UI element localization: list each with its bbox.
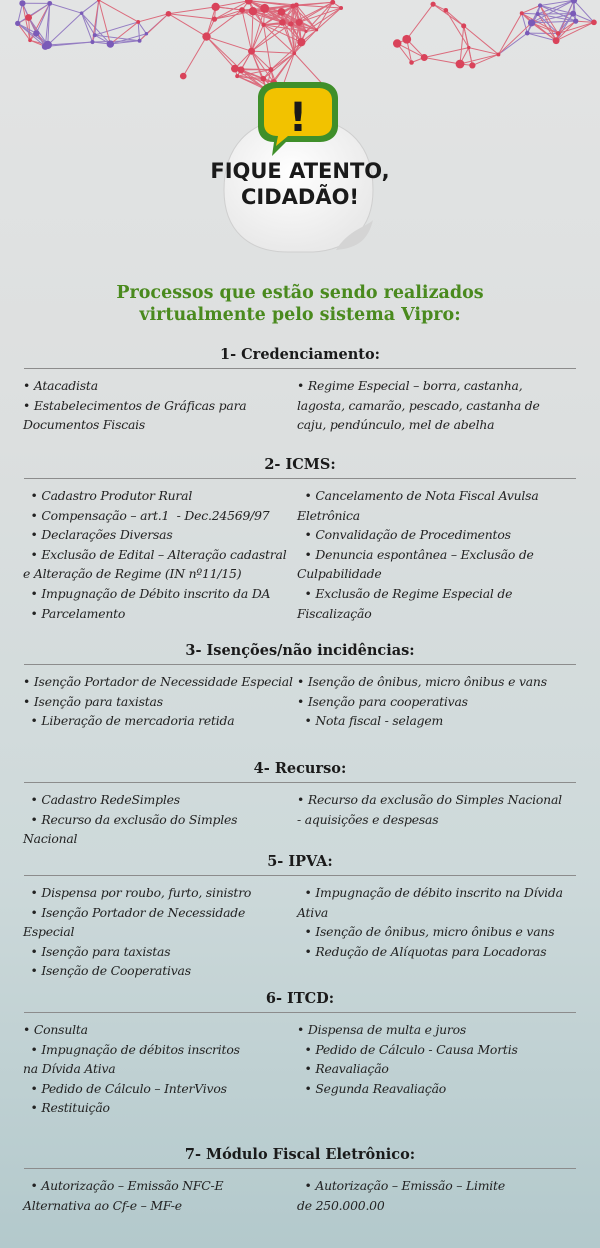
network-link — [48, 13, 82, 45]
network-node — [15, 21, 20, 26]
list-item: • Estabelecimentos de Gráficas para — [23, 397, 247, 413]
section-isencoes — [0, 642, 600, 729]
list-item: Eletrônica — [297, 507, 360, 523]
network-link — [242, 10, 252, 51]
section-title: 2- ICMS: — [264, 456, 336, 473]
network-link — [317, 8, 341, 30]
list-item: Ativa — [297, 904, 329, 920]
network-node — [573, 18, 578, 23]
list-item: de 250.000.00 — [297, 1197, 385, 1213]
section-recurso — [0, 760, 600, 847]
network-link — [433, 4, 464, 26]
section-credenciamento — [0, 346, 600, 433]
network-node — [290, 4, 295, 9]
intro-line-2: virtualmente pelo sistema Vipro: — [139, 305, 461, 325]
section-title: 1- Credenciamento: — [219, 346, 381, 363]
list-item: Documentos Fiscais — [23, 417, 146, 433]
network-link — [207, 37, 242, 70]
section-divider — [24, 1012, 576, 1013]
network-node — [180, 73, 187, 80]
network-node — [93, 33, 97, 37]
section-divider — [24, 782, 576, 783]
left-column — [23, 486, 293, 623]
network-link — [138, 22, 139, 41]
network-link — [306, 8, 341, 31]
list-item: • Autorização – Emissão NFC-E — [23, 1178, 224, 1193]
list-item: • Denuncia espontânea – Exclusão de — [297, 546, 534, 562]
right-column — [297, 672, 587, 731]
section-divider — [24, 368, 576, 369]
list-item: • Dispensa de multa e juros — [297, 1022, 467, 1037]
right-column — [297, 1020, 587, 1098]
list-item: • Cadastro RedeSimples — [23, 792, 180, 807]
list-item: • Isenção para taxistas — [23, 943, 171, 959]
list-item: • Dispensa por roubo, furto, sinistro — [23, 885, 252, 900]
headline — [0, 158, 600, 210]
network-link — [264, 25, 271, 70]
network-node — [107, 40, 114, 47]
list-item: • Recurso da exclusão do Simples Nacional — [23, 811, 242, 847]
list-item: • Exclusão de Regime Especial de Fiscalização — [297, 585, 517, 621]
list-item: • Declarações Diversas — [23, 527, 173, 543]
network-node — [591, 20, 597, 26]
network-node — [409, 60, 414, 65]
network-node — [288, 21, 293, 26]
list-item: • Isenção de ônibus, micro ônibus e vans — [297, 924, 555, 940]
list-item: • Impugnação de Débito inscrito da DA — [23, 585, 271, 601]
intro-line-1: Processos que estão sendo realizados — [116, 283, 484, 303]
list-item: • Pedido de Cálculo – InterVivos — [23, 1080, 227, 1096]
network-node — [235, 74, 239, 78]
network-node — [212, 16, 217, 21]
network-link — [168, 7, 215, 14]
network-link — [424, 48, 469, 58]
network-node — [304, 30, 307, 33]
list-item: • Convalidação de Procedimentos — [297, 527, 511, 543]
list-item: Alternativa ao Cf-e – MF-e — [23, 1197, 182, 1213]
network-node — [430, 2, 435, 7]
section-itcd — [0, 990, 600, 1116]
network-node — [212, 3, 220, 11]
network-link — [498, 13, 521, 54]
network-link — [498, 33, 527, 54]
network-node — [238, 66, 245, 73]
list-item: • Cancelamento de Nota Fiscal Avulsa — [297, 488, 539, 503]
network-node — [166, 11, 172, 17]
list-item: • Atacadista — [23, 378, 98, 393]
network-node — [145, 32, 148, 35]
section-divider — [24, 664, 576, 665]
list-item: • Liberação de mercadoria retida — [23, 713, 235, 729]
network-node — [570, 11, 576, 17]
list-item: • Exclusão de Edital – Alteração cadastral — [23, 546, 287, 562]
list-item: • Regime Especial – borra, castanha, — [297, 378, 523, 393]
network-node — [292, 51, 296, 55]
section-divider — [24, 478, 576, 479]
list-item: • Compensação – art.1 - Dec.24569/97 — [23, 507, 270, 523]
list-item: • Autorização – Emissão – Limite — [297, 1178, 505, 1193]
left-column — [23, 672, 293, 731]
network-node — [339, 6, 343, 10]
network-node — [136, 20, 140, 24]
network-node — [461, 23, 466, 28]
network-node — [520, 11, 524, 15]
network-node — [456, 60, 465, 69]
list-item: • Impugnação de débito inscrito na Dívida — [297, 885, 563, 900]
list-item: • Impugnação de débitos inscritos — [23, 1041, 240, 1057]
network-link — [271, 53, 294, 69]
list-item: • Consulta — [23, 1022, 88, 1037]
exclamation-mark: ! — [288, 95, 308, 141]
network-node — [90, 40, 94, 44]
list-item: • Isenção de Cooperativas — [23, 963, 191, 979]
section-icms — [0, 456, 600, 621]
network-node — [42, 43, 49, 50]
list-item: • Isenção de ônibus, micro ônibus e vans — [297, 674, 547, 689]
list-item: • Recurso da exclusão do Simples Nacional — [297, 792, 562, 807]
network-node — [297, 38, 305, 46]
left-column — [23, 1176, 293, 1215]
list-item: • Segunda Reavaliação — [297, 1080, 447, 1096]
network-node — [202, 32, 210, 40]
list-item: lagosta, camarão, pescado, castanha de — [297, 397, 540, 413]
network-link — [296, 5, 341, 8]
network-node — [239, 7, 245, 13]
list-item: na Dívida Ativa — [23, 1061, 116, 1077]
network-node — [47, 1, 52, 6]
intro-text — [0, 282, 600, 326]
network-node — [528, 19, 535, 26]
network-node — [469, 62, 475, 68]
section-title: 7- Módulo Fiscal Eletrônico: — [184, 1146, 416, 1163]
network-link — [82, 13, 93, 42]
section-divider — [24, 875, 576, 876]
network-node — [279, 19, 286, 26]
network-node — [248, 48, 255, 55]
section-divider — [24, 1168, 576, 1169]
network-link — [82, 0, 99, 13]
list-item: • Reavaliação — [297, 1061, 389, 1077]
network-link — [99, 0, 138, 22]
list-item: • Restituição — [23, 1100, 110, 1116]
list-item: • Isenção Portador de Necessidade Especial — [23, 904, 249, 940]
network-node — [444, 8, 449, 13]
section-title: 6- ITCD: — [265, 990, 335, 1007]
network-node — [33, 30, 39, 36]
section-ipva — [0, 853, 600, 979]
list-item: • Isenção para taxistas — [23, 693, 163, 709]
network-node — [315, 28, 318, 31]
network-node — [467, 46, 470, 49]
headline-line-1: FIQUE ATENTO, — [210, 159, 390, 183]
network-node — [393, 39, 401, 47]
list-item: • Isenção Portador de Necessidade Especial — [23, 674, 293, 689]
network-link — [522, 13, 538, 14]
list-item: Culpabilidade — [297, 566, 382, 582]
network-link — [216, 7, 253, 11]
headline-line-2: CIDADÃO! — [240, 185, 360, 209]
section-modulo-fiscal — [0, 1146, 600, 1213]
network-node — [525, 31, 530, 36]
list-item: • Parcelamento — [23, 605, 126, 621]
network-link — [498, 23, 531, 55]
right-column — [297, 376, 587, 435]
right-column — [297, 790, 587, 829]
network-node — [260, 4, 269, 13]
list-item: • Redução de Alíquotas para Locadoras — [297, 943, 547, 959]
network-link — [407, 4, 433, 39]
list-item: - aquisições e despesas — [297, 811, 439, 827]
network-node — [261, 23, 265, 27]
network-node — [330, 0, 335, 5]
section-title: 5- IPVA: — [267, 853, 333, 870]
network-link — [397, 43, 424, 57]
list-item: caju, pendúnculo, mel de abelha — [297, 417, 495, 433]
network-link — [50, 3, 82, 13]
network-node — [296, 19, 303, 26]
network-node — [25, 14, 32, 21]
network-node — [497, 53, 501, 57]
list-item: • Cadastro Produtor Rural — [23, 488, 193, 503]
network-node — [402, 35, 411, 44]
network-node — [268, 67, 273, 72]
network-link — [183, 37, 206, 76]
network-node — [538, 3, 542, 7]
list-item: • Nota fiscal - selagem — [297, 713, 444, 729]
network-node — [138, 39, 142, 43]
left-column — [23, 1020, 293, 1118]
network-link — [252, 51, 295, 53]
right-column — [297, 1176, 587, 1215]
network-node — [536, 12, 540, 16]
network-link — [95, 22, 138, 35]
network-node — [249, 7, 257, 15]
network-link — [424, 57, 460, 64]
section-title: 4- Recurso: — [253, 760, 347, 777]
network-node — [278, 8, 286, 16]
left-column — [23, 790, 293, 849]
list-item: • Pedido de Cálculo - Causa Mortis — [297, 1041, 518, 1057]
network-node — [556, 31, 561, 36]
network-node — [19, 0, 25, 6]
list-item: e Alteração de Regime (IN nº11/15) — [23, 566, 242, 582]
left-column — [23, 883, 293, 981]
network-node — [421, 54, 428, 61]
section-title: 3- Isenções/não incidências: — [185, 642, 415, 659]
right-column — [297, 486, 587, 623]
network-node — [231, 65, 239, 73]
network-node — [80, 11, 84, 15]
network-node — [28, 38, 32, 42]
left-column — [23, 376, 293, 435]
network-node — [553, 37, 560, 44]
list-item: • Isenção para cooperativas — [297, 693, 468, 709]
right-column — [297, 883, 587, 961]
